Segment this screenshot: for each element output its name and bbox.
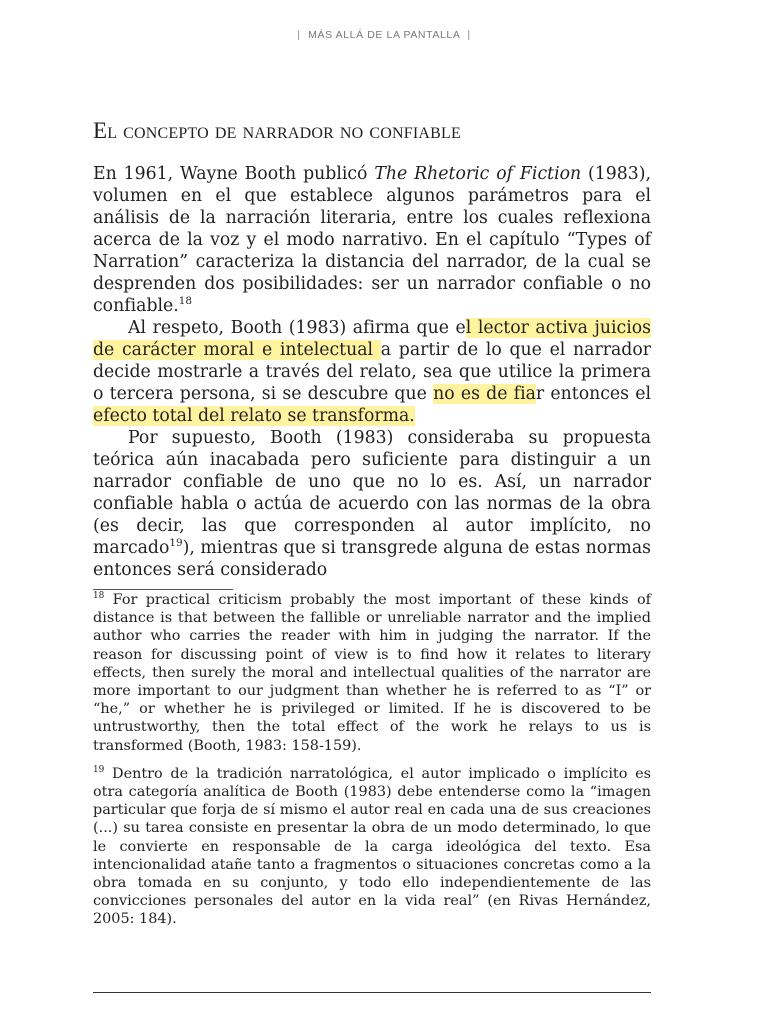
paragraph-3 (93, 427, 651, 581)
paragraph-2-text-3: r entonces el (535, 384, 651, 404)
paragraph-2-text-1: Al respeto, Booth (1983) afirma que e (128, 318, 466, 338)
footnotes (93, 591, 651, 939)
footnote-18 (93, 591, 651, 755)
highlight-2: no es de fia (433, 384, 536, 404)
paragraph-1 (93, 163, 651, 317)
highlight-3: efecto total del relato se transforma. (93, 406, 415, 426)
paragraph-3-text-1: Por supuesto, Booth (1983) consideraba su propuesta teórica aún inacabada pero suficiente para distinguir a un narrador confiable de uno que no lo es. Así, un narrador confiable habla o actúa de acuerdo con las normas de la obra (es decir, las que corresponden al autor implícito, no marcado (93, 428, 651, 558)
section-title: El concepto de narrador no confiable (93, 118, 461, 143)
footnote-ref-19[interactable]: 19 (169, 537, 183, 550)
body-text (93, 163, 651, 581)
highlight-1: l lector activa juicios de carácter moral e intelectual (93, 318, 651, 360)
footnote-19-number: 19 (93, 765, 105, 776)
paragraph-2-text-2: a partir de lo que el narrador decide mostrarle a través del relato, sea que utilice la primera o tercera persona, si se descubre que (93, 340, 652, 404)
footnote-divider (93, 589, 233, 590)
page-bottom-rule (93, 992, 651, 993)
paragraph-3-text-2: ), mientras que si transgrede alguna de estas normas entonces será considerado (93, 538, 651, 580)
footnote-19 (93, 765, 651, 929)
running-head-bar-left: | (297, 29, 301, 41)
paragraph-2 (93, 317, 651, 427)
paragraph-1-text-2: (1983), volumen en el que establece algunos parámetros para el análisis de la narración literaria, entre los cuales reflexiona acerca de la voz y el modo narrativo. En el capítulo “Types of Narration” caracteriza la distancia del narrador, de la cual se desprenden dos posibilidades: ser un narrador confiable o no confiable. (93, 164, 651, 316)
book-title: The Rhetoric of Fiction (374, 164, 582, 184)
footnote-ref-18[interactable]: 18 (178, 295, 192, 308)
running-head-text: MÁS ALLÁ DE LA PANTALLA (308, 29, 460, 41)
paragraph-1-text-1: En 1961, Wayne Booth publicó (93, 164, 375, 184)
running-head-bar-right: | (467, 29, 471, 41)
footnote-18-number: 18 (93, 591, 105, 602)
running-head (0, 29, 768, 41)
footnote-18-text: For practical criticism probably the most important of these kinds of distance is that between the fallible or unreliable narrator and the implied author who carries the reader with him in judging the narrator. If the reason for discussing point of view is to find how it relates to literary effects, then surely the moral and intellectual qualities of the narrator are more important to our judgment than whether he is referred to as “I” or “he,” or whether he is privileged or limited. If he is discovered to be untrustworthy, then the total effect of the work he relays to us is transformed (Booth, 1983: 158-159). (93, 592, 651, 754)
footnote-19-text: Dentro de la tradición narratológica, el autor implicado o implícito es otra categoría analítica de Booth (1983) debe entenderse como la “imagen particular que forja de sí mismo el autor real en cada una de sus creaciones (...) su tarea consiste en presentar la obra de un modo determinado, lo que le convierte en responsable de la carga ideológica del texto. Esa intencionalidad atañe tanto a fragmentos o situaciones concretas como a la obra tomada en su conjunto, y todo ello independientemente de las convicciones personales del autor en la vida real” (en Rivas Hernández, 2005: 184). (93, 765, 651, 928)
